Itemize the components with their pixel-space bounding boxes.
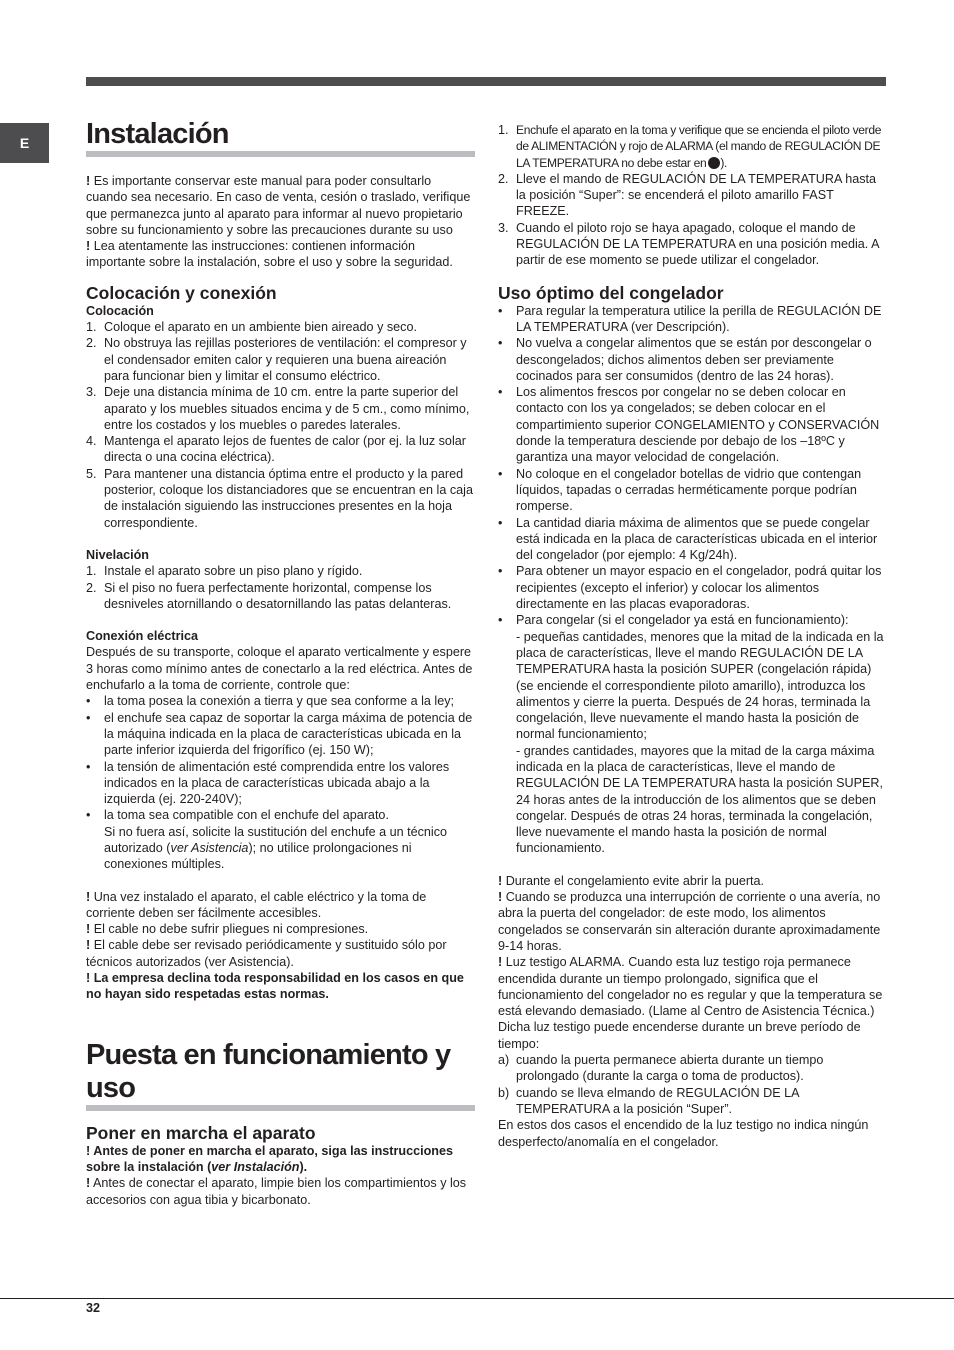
- intro-paragraph-1: ! Es importante conservar este manual para poder consultarlo cuando sea necesario. En caso de venta, cesión o traslado, verifique que permanezca junto al aparato para informar al nuevo propietario sobre su funcionamiento y sobre las precauciones durante su uso: [86, 174, 471, 237]
- list-item: b) cuando se lleva elmando de REGULACIÓN DE LA TEMPERATURA a la posición “Super”.: [498, 1085, 799, 1116]
- note-1: ! Durante el congelamiento evite abrir la puerta.: [498, 873, 765, 888]
- list-item: 1. Instale el aparato sobre un piso plano y rígido.: [86, 564, 363, 579]
- list-item: • No vuelva a congelar alimentos que se están por descongelar o descongelados; dichos alimentos deben ser previamente cocinados para ser consumidos (dentro de las 24 horas).: [498, 336, 872, 383]
- colocacion-list: [86, 319, 475, 531]
- startup-steps: [498, 122, 886, 269]
- list-item: 5. Para mantener una distancia óptima entre el producto y la pared posterior, coloque los distanciadores que se encuentran en la caja de instalación siguiendo las instrucciones presentes en la hoja correspondiente.: [86, 466, 473, 530]
- list-item: 2. Si el piso no fuera perfectamente horizontal, compense los desniveles atornillando o desatornillando las patas delanteras.: [86, 580, 452, 611]
- heading-uso-optimo: Uso óptimo del congelador: [498, 282, 724, 303]
- left-column: [86, 118, 475, 1208]
- list-item: • No coloque en el congelador botellas de vidrio que contengan líquidos, tapadas o cerradas herméticamente porque podrían romperse.: [498, 466, 862, 514]
- subheading-nivelacion: Nivelación: [86, 547, 149, 562]
- list-item: 1. Enchufe el aparato en la toma y verifique que se encienda el piloto verde de ALIMENTACIÓN y rojo de ALARMA (el mando de REGULACIÓN DE LA TEMPERATURA no debe estar en ).: [498, 123, 882, 170]
- section-title-instalacion: Instalación: [86, 118, 229, 150]
- freezer-tips: [498, 303, 886, 857]
- conexion-bullets: [86, 693, 475, 872]
- list-item: • La cantidad diaria máxima de alimentos que se puede congelar está indicada en la placa de características ubicada en el interior del congelador (por ejemplo: 4 Kg/24h).: [498, 515, 878, 563]
- instruction-warning-1: ! Antes de poner en marcha el aparato, siga las instrucciones sobre la instalación (ver Instalación).: [86, 1143, 453, 1174]
- language-tab: [0, 123, 49, 163]
- footer-rule: [0, 1298, 954, 1299]
- list-item: • Para regular la temperatura utilice la perilla de REGULACIÓN DE LA TEMPERATURA (ver Descripción).: [498, 303, 882, 334]
- title-rule: [86, 1105, 475, 1111]
- list-item: • la toma sea compatible con el enchufe del aparato. Si no fuera así, solicite la sustitución del enchufe a un técnico autorizado (ver Asistencia); no utilice prolongaciones ni conexiones múltiples.: [86, 808, 448, 872]
- list-item: 3. Cuando el piloto rojo se haya apagado, coloque el mando de REGULACIÓN DE LA TEMPERATURA en una posición media. A partir de ese momento se puede utilizar el congelador.: [498, 220, 879, 268]
- warning-2: ! El cable no debe sufrir pliegues ni compresiones.: [86, 922, 369, 937]
- note-3: ! Luz testigo ALARMA. Cuando esta luz testigo roja permanece encendida durante un tiempo prolongado, significa que el funcionamiento del congelador no es regular y que la temperatura se está elevando demasiado. (Llame al Centro de Asistencia Técnica.): [498, 955, 883, 1019]
- off-position-icon: [708, 157, 720, 169]
- list-item: • Para obtener un mayor espacio en el congelador, podrá quitar los recipientes (excepto el inferior) y colocar los alimentos directamente en las placas evaporadoras.: [498, 564, 882, 612]
- list-item: 2. Lleve el mando de REGULACIÓN DE LA TEMPERATURA hasta la posición “Super”: se encenderá el piloto amarillo FAST FREEZE.: [498, 171, 877, 219]
- alarm-cases: [498, 1052, 886, 1117]
- list-item: 1. Coloque el aparato en un ambiente bien aireado y seco.: [86, 320, 417, 335]
- nivelacion-list: [86, 563, 475, 612]
- conexion-intro: Después de su transporte, coloque el aparato verticalmente y espere 3 horas como mínimo antes de conectarlo a la red eléctrica. Antes de enchufarlo a la toma de corriente, controle que:: [86, 645, 473, 693]
- language-tab-label: E: [19, 135, 30, 151]
- warning-1: ! Una vez instalado el aparato, el cable eléctrico y la toma de corriente deben ser fácilmente accesibles.: [86, 889, 427, 920]
- page-number: 32: [86, 1301, 101, 1315]
- note-4: Dicha luz testigo puede encenderse durante un breve período de tiempo:: [498, 1020, 861, 1051]
- list-item: • la toma posea la conexión a tierra y que sea conforme a la ley;: [86, 694, 455, 709]
- subheading-colocacion: Colocación: [86, 303, 154, 318]
- section-title-puesta: Puesta en funcionamiento y uso: [86, 1038, 451, 1104]
- heading-poner-en-marcha: Poner en marcha el aparato: [86, 1122, 316, 1143]
- list-item: • Para congelar (si el congelador ya está en funcionamiento): - pequeñas cantidades, menores que la mitad de la indicada en la placa de características, lleve el mando REGULACIÓN DE LA TEMPERATURA hasta la posición SUPER (congelación rápida) (se enciende el correspondiente piloto amarillo), introduzca los alimentos y cierre la puerta. Después de 24 horas, terminada la congelación, lleve nuevamente el mando hasta la posición de normal funcionamiento; - grandes cantidades, mayores que la mitad de la carga máxima indicada en la placa de características, lleve el mando de REGULACIÓN DE LA TEMPERATURA hasta la posición SUPER, 24 horas antes de la introducción de los alimentos que se deben congelar. Después de otras 24 horas, terminada la congelación, lleve nuevamente el mando hasta la posición de normal funcionamiento.: [498, 613, 884, 856]
- list-item: a) cuando la puerta permanece abierta durante un tiempo prolongado (durante la carga o toma de productos).: [498, 1053, 824, 1084]
- warning-mark: !: [86, 174, 94, 188]
- subheading-conexion-electrica: Conexión eléctrica: [86, 629, 198, 644]
- note-2: ! Cuando se produzca una interrupción de corriente o una avería, no abra la puerta del congelador: de este modo, los alimentos congelados se conservarán sin alteración durante aproximadamente 9-14 horas.: [498, 890, 881, 953]
- warning-3: ! El cable debe ser revisado periódicamente y sustituido sólo por técnicos autorizados (ver Asistencia).: [86, 938, 447, 969]
- warning-4: ! La empresa declina toda responsabilidad en los casos en que no hayan sido respetadas estas normas.: [86, 971, 464, 1002]
- title-rule: [86, 151, 475, 157]
- list-item: 2. No obstruya las rejillas posteriores de ventilación: el compresor y el condensador emiten calor y requieren una buena aireación para funcionar bien y limitar el consumo eléctrico.: [86, 336, 467, 383]
- list-item: • la tensión de alimentación esté comprendida entre los valores indicados en la placa de características ubicada abajo a la izquierda (ej. 220-240V);: [86, 759, 450, 807]
- heading-colocacion-conexion: Colocación y conexión: [86, 282, 277, 303]
- right-column: [498, 122, 886, 1150]
- note-5: En estos dos casos el encendido de la luz testigo no indica ningún desperfecto/anomalía en el congelador.: [498, 1118, 869, 1149]
- instruction-warning-2: ! Antes de conectar el aparato, limpie bien los compartimientos y los accesorios con agua tibia y bicarbonato.: [86, 1176, 467, 1207]
- list-item: • el enchufe sea capaz de soportar la carga máxima de potencia de la máquina indicada en la placa de características ubicada en la parte inferior izquierda del frigorífico (ej. 150 W);: [86, 710, 473, 758]
- warning-mark: !: [86, 239, 94, 254]
- list-item: • Los alimentos frescos por congelar no se deben colocar en contacto con los ya congelados; se deben colocar en el compartimiento superior CONGELAMIENTO y CONSERVACIÓN donde la temperatura desciende por debajo de los –18ºC y garantiza una mayor velocidad de congelación.: [498, 385, 880, 465]
- list-item: 3. Deje una distancia mínima de 10 cm. entre la parte superior del aparato y los muebles situados encima y de 5 cm., como mínimo, entre los costados y los muebles o paredes laterales.: [86, 385, 470, 432]
- header-bar: [86, 77, 886, 86]
- intro-paragraph-2: ! Lea atentamente las instrucciones: contienen información importante sobre la instalación, sobre el uso y sobre la seguridad.: [86, 239, 453, 270]
- list-item: 4. Mantenga el aparato lejos de fuentes de calor (por ej. la luz solar directa o una cocina eléctrica).: [86, 434, 466, 465]
